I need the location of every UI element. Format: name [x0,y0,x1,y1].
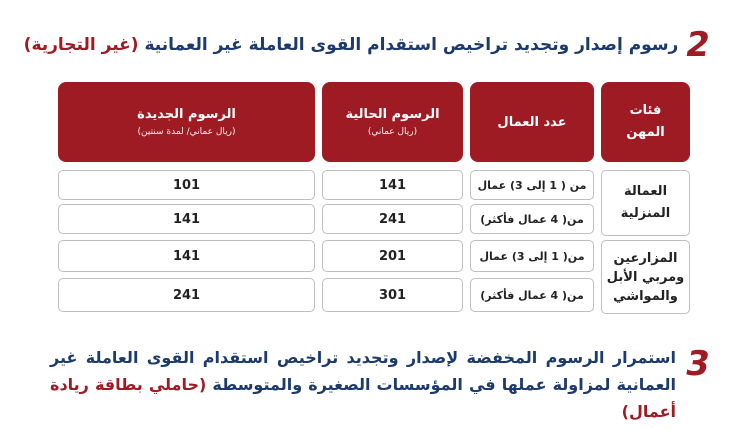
category-domestic-workers [601,170,690,236]
section-2-title-highlight: (غير التجارية) [23,35,139,55]
category-line: ومربي الأبل [606,269,685,285]
table-cell-current: 301 [322,278,463,312]
category-line: والمواشي [613,288,678,304]
header-new-label: الرسوم الجديدة [137,107,236,122]
section-2-title [24,35,679,55]
table-cell-new: 101 [58,170,315,200]
table-cell-count: من ( 1 إلى 3) عمال [470,170,594,200]
table-cell-new: 141 [58,240,315,272]
section-2-title-text: رسوم إصدار وتجديد تراخيص استقدام القوى العاملة غير العمانية [144,35,679,55]
section-2-number: 2 [682,25,714,65]
header-categories [601,82,690,162]
header-current-sublabel: (ريال عماني) [367,127,418,137]
table-cell-count: من( 4 عمال فأكثر) [470,278,594,312]
section-2-heading [23,25,714,65]
table-cell-current: 201 [322,240,463,272]
fees-table [58,82,690,314]
section-3 [50,344,714,425]
table-cell-current: 241 [322,204,463,234]
category-farmers-livestock [601,240,690,314]
header-count [470,82,594,162]
section-3-number: 3 [682,344,714,384]
table-cell-current: 141 [322,170,463,200]
category-line: المزارعين [613,250,678,266]
category-line: العمالة [623,184,668,199]
section-3-text: استمرار الرسوم المخفضة لإصدار وتجديد تراخيص استقدام القوى العاملة غير العمانية لمزاولة عملها في المؤسسات الصغيرة والمتوسطة [50,348,676,394]
category-line: المنزلية [620,206,671,221]
header-new-sublabel: (ريال عماني/ لمدة سنتين) [137,127,236,137]
header-new-fees [58,82,315,162]
table-cell-new: 141 [58,204,315,234]
header-categories-label: فئات المهن [626,103,665,140]
header-count-label: عدد العمال [497,114,567,130]
section-3-highlight: (حاملي بطاقة ريادة أعمال) [50,375,676,421]
table-cell-count: من( 1 إلى 3) عمال [470,240,594,272]
header-current-fees [322,82,463,162]
table-cell-count: من( 4 عمال فأكثر) [470,204,594,234]
section-3-paragraph [50,344,676,425]
header-current-label: الرسوم الحالية [345,107,440,122]
table-cell-new: 241 [58,278,315,312]
